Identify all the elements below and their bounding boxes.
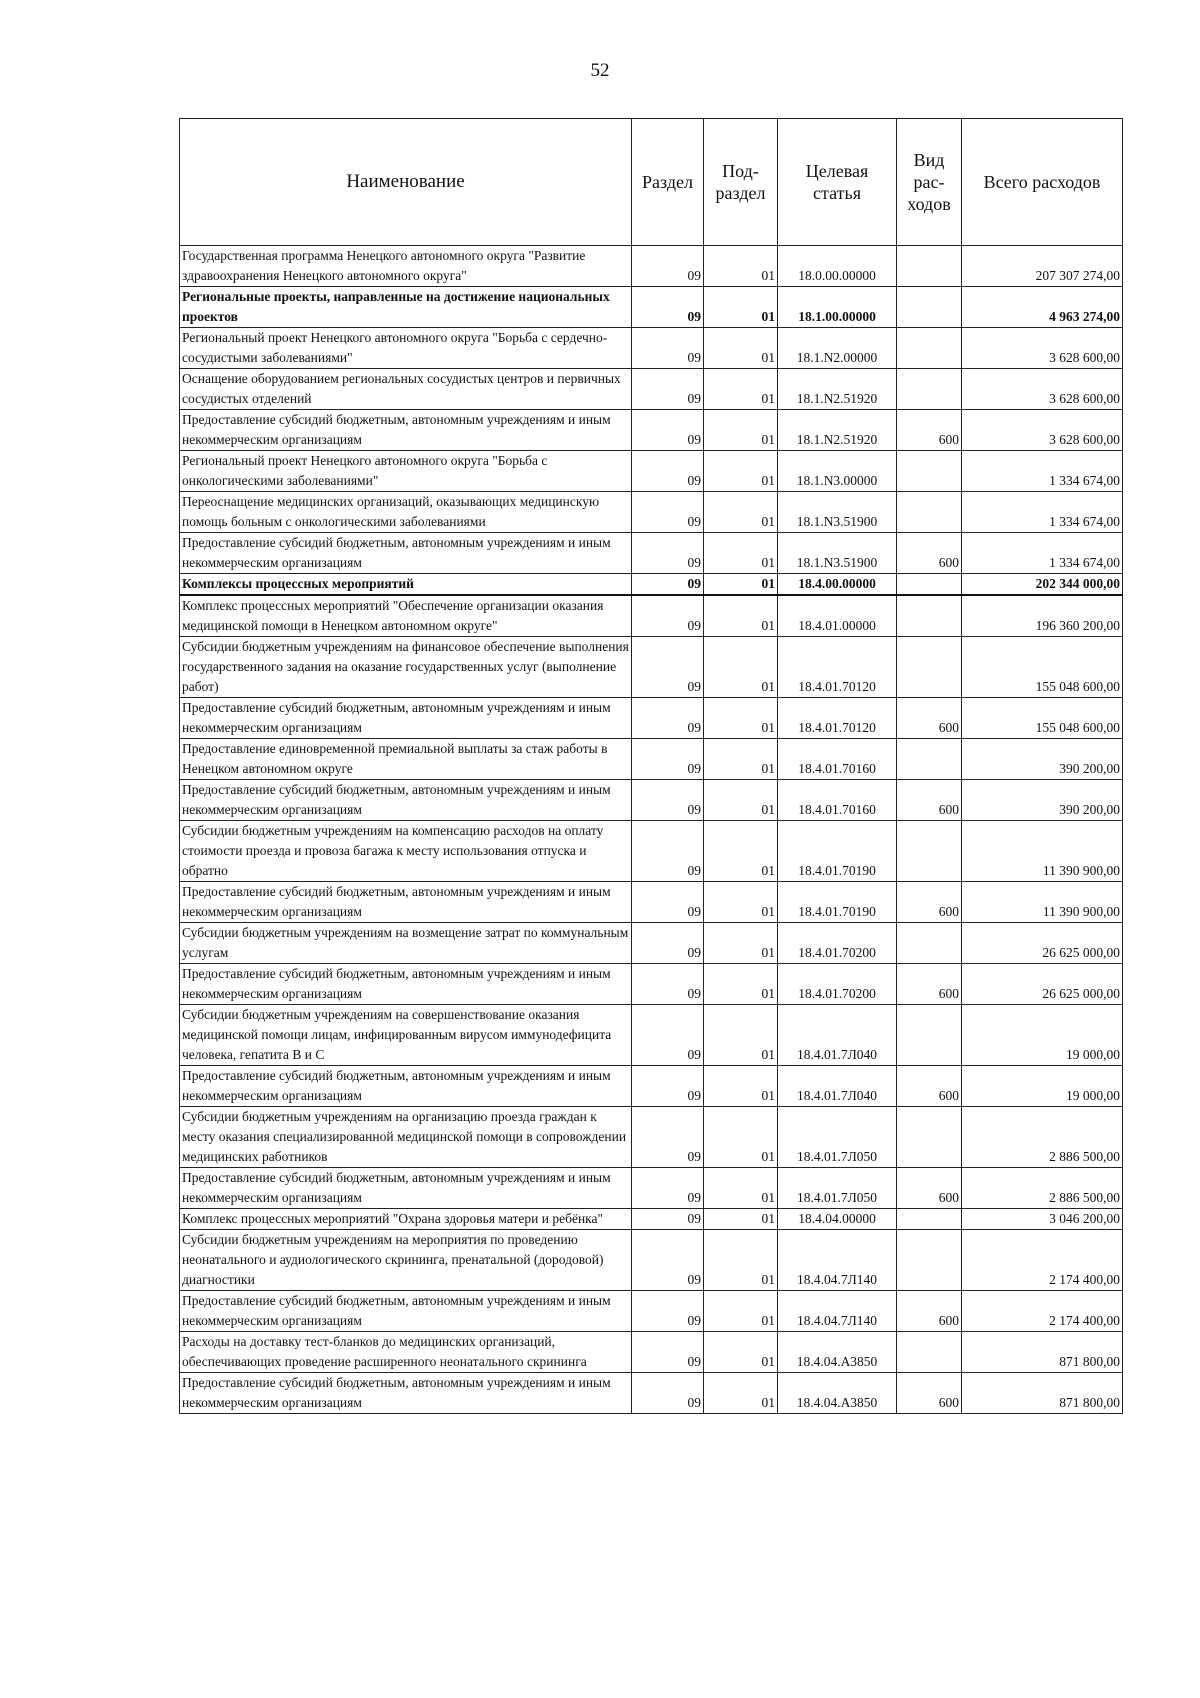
- row-podrazdel: 01: [704, 698, 778, 739]
- table-row: [180, 1291, 1123, 1332]
- row-name: Оснащение оборудованием региональных сосудистых центров и первичных сосудистых отделений: [180, 369, 632, 410]
- row-total: 3 628 600,00: [962, 410, 1123, 451]
- row-podrazdel: 01: [704, 1291, 778, 1332]
- table-row: [180, 1066, 1123, 1107]
- table-row: [180, 1107, 1123, 1168]
- row-name: Предоставление субсидий бюджетным, автономным учреждениям и иным некоммерческим организациям: [180, 410, 632, 451]
- table-row: [180, 964, 1123, 1005]
- row-razdel: 09: [632, 698, 704, 739]
- row-article: 18.4.01.70200: [778, 964, 897, 1005]
- row-razdel: 09: [632, 882, 704, 923]
- row-podrazdel: 01: [704, 287, 778, 328]
- row-total: 155 048 600,00: [962, 637, 1123, 698]
- row-podrazdel: 01: [704, 595, 778, 637]
- row-name: Комплекс процессных мероприятий "Обеспечение организации оказания медицинской помощи в Ненецком автономном округе": [180, 595, 632, 637]
- row-razdel: 09: [632, 821, 704, 882]
- table-row: [180, 533, 1123, 574]
- row-name: Предоставление субсидий бюджетным, автономным учреждениям и иным некоммерческим организациям: [180, 1291, 632, 1332]
- row-podrazdel: 01: [704, 1107, 778, 1168]
- row-razdel: 09: [632, 574, 704, 596]
- row-razdel: 09: [632, 923, 704, 964]
- row-name: Государственная программа Ненецкого автономного округа "Развитие здравоохранения Ненецкого автономного округа": [180, 246, 632, 287]
- row-vid: 600: [897, 780, 962, 821]
- row-podrazdel: 01: [704, 328, 778, 369]
- row-vid: [897, 1107, 962, 1168]
- row-vid: [897, 246, 962, 287]
- row-name: Предоставление субсидий бюджетным, автономным учреждениям и иным некоммерческим организациям: [180, 1066, 632, 1107]
- row-name: Региональный проект Ненецкого автономного округа "Борьба с сердечно-сосудистыми заболеваниями": [180, 328, 632, 369]
- row-razdel: 09: [632, 1332, 704, 1373]
- row-name: Региональный проект Ненецкого автономного округа "Борьба с онкологическими заболеваниями": [180, 451, 632, 492]
- row-total: 196 360 200,00: [962, 595, 1123, 637]
- row-article: 18.1.00.00000: [778, 287, 897, 328]
- row-article: 18.4.04.А3850: [778, 1373, 897, 1414]
- row-vid: [897, 923, 962, 964]
- row-article: 18.4.04.7Л140: [778, 1230, 897, 1291]
- row-total: 2 174 400,00: [962, 1230, 1123, 1291]
- header-podrazdel: Под-раздел: [704, 119, 778, 246]
- table-row: [180, 1168, 1123, 1209]
- row-total: 155 048 600,00: [962, 698, 1123, 739]
- row-name: Комплекс процессных мероприятий "Охрана здоровья матери и ребёнка": [180, 1209, 632, 1230]
- row-podrazdel: 01: [704, 964, 778, 1005]
- row-vid: [897, 1230, 962, 1291]
- row-article: 18.4.01.70120: [778, 698, 897, 739]
- row-total: 390 200,00: [962, 780, 1123, 821]
- row-razdel: 09: [632, 287, 704, 328]
- row-vid: 600: [897, 533, 962, 574]
- row-total: 2 886 500,00: [962, 1168, 1123, 1209]
- row-article: 18.4.01.7Л050: [778, 1168, 897, 1209]
- row-razdel: 09: [632, 595, 704, 637]
- header-name: Наименование: [180, 119, 632, 246]
- table-row: [180, 574, 1123, 596]
- table-row: [180, 1209, 1123, 1230]
- row-podrazdel: 01: [704, 821, 778, 882]
- row-total: 202 344 000,00: [962, 574, 1123, 596]
- row-name: Субсидии бюджетным учреждениям на возмещение затрат по коммунальным услугам: [180, 923, 632, 964]
- row-vid: [897, 451, 962, 492]
- row-vid: [897, 328, 962, 369]
- row-razdel: 09: [632, 451, 704, 492]
- row-total: 26 625 000,00: [962, 923, 1123, 964]
- row-podrazdel: 01: [704, 637, 778, 698]
- row-razdel: 09: [632, 533, 704, 574]
- row-name: Предоставление субсидий бюджетным, автономным учреждениям и иным некоммерческим организациям: [180, 1373, 632, 1414]
- table-row: [180, 595, 1123, 637]
- row-name: Предоставление субсидий бюджетным, автономным учреждениям и иным некоммерческим организациям: [180, 698, 632, 739]
- header-vid: Вид рас-ходов: [897, 119, 962, 246]
- row-vid: [897, 574, 962, 596]
- row-article: 18.4.01.70190: [778, 882, 897, 923]
- row-name: Субсидии бюджетным учреждениям на организацию проезда граждан к месту оказания специализированной медицинской помощи в сопровождении медицинских работников: [180, 1107, 632, 1168]
- row-total: 3 628 600,00: [962, 369, 1123, 410]
- row-name: Предоставление субсидий бюджетным, автономным учреждениям и иным некоммерческим организациям: [180, 964, 632, 1005]
- row-podrazdel: 01: [704, 533, 778, 574]
- row-total: 871 800,00: [962, 1373, 1123, 1414]
- row-podrazdel: 01: [704, 780, 778, 821]
- row-vid: [897, 492, 962, 533]
- row-razdel: 09: [632, 964, 704, 1005]
- header-razdel: Раздел: [632, 119, 704, 246]
- row-vid: [897, 1209, 962, 1230]
- row-article: 18.1.N3.51900: [778, 533, 897, 574]
- row-article: 18.4.01.00000: [778, 595, 897, 637]
- row-vid: [897, 1332, 962, 1373]
- row-vid: 600: [897, 1291, 962, 1332]
- row-name: Переоснащение медицинских организаций, оказывающих медицинскую помощь больным с онкологическими заболеваниями: [180, 492, 632, 533]
- table-header: [180, 119, 1123, 246]
- row-name: Предоставление субсидий бюджетным, автономным учреждениям и иным некоммерческим организациям: [180, 780, 632, 821]
- row-article: 18.4.04.7Л140: [778, 1291, 897, 1332]
- row-total: 26 625 000,00: [962, 964, 1123, 1005]
- header-total: Всего расходов: [962, 119, 1123, 246]
- row-total: 1 334 674,00: [962, 451, 1123, 492]
- row-article: 18.1.N2.00000: [778, 328, 897, 369]
- table-row: [180, 821, 1123, 882]
- row-total: 2 886 500,00: [962, 1107, 1123, 1168]
- row-name: Региональные проекты, направленные на достижение национальных проектов: [180, 287, 632, 328]
- row-total: 2 174 400,00: [962, 1291, 1123, 1332]
- table-row: [180, 780, 1123, 821]
- row-total: 1 334 674,00: [962, 533, 1123, 574]
- row-podrazdel: 01: [704, 923, 778, 964]
- row-vid: 600: [897, 882, 962, 923]
- row-podrazdel: 01: [704, 1230, 778, 1291]
- row-total: 1 334 674,00: [962, 492, 1123, 533]
- row-vid: [897, 739, 962, 780]
- table-row: [180, 328, 1123, 369]
- table-row: [180, 1230, 1123, 1291]
- row-article: 18.1.N3.51900: [778, 492, 897, 533]
- row-article: 18.1.N2.51920: [778, 369, 897, 410]
- row-podrazdel: 01: [704, 410, 778, 451]
- row-article: 18.4.01.70160: [778, 780, 897, 821]
- row-article: 18.4.01.70160: [778, 739, 897, 780]
- row-razdel: 09: [632, 1107, 704, 1168]
- row-name: Расходы на доставку тест-бланков до медицинских организаций, обеспечивающих проведение расширенного неонатального скрининга: [180, 1332, 632, 1373]
- row-article: 18.4.01.70190: [778, 821, 897, 882]
- table-row: [180, 923, 1123, 964]
- row-razdel: 09: [632, 637, 704, 698]
- row-podrazdel: 01: [704, 1209, 778, 1230]
- row-name: Предоставление субсидий бюджетным, автономным учреждениям и иным некоммерческим организациям: [180, 882, 632, 923]
- row-article: 18.4.01.70120: [778, 637, 897, 698]
- row-razdel: 09: [632, 328, 704, 369]
- row-total: 871 800,00: [962, 1332, 1123, 1373]
- row-vid: 600: [897, 1168, 962, 1209]
- row-vid: 600: [897, 698, 962, 739]
- row-article: 18.4.01.7Л040: [778, 1005, 897, 1066]
- row-article: 18.0.00.00000: [778, 246, 897, 287]
- row-total: 11 390 900,00: [962, 821, 1123, 882]
- row-razdel: 09: [632, 1373, 704, 1414]
- row-article: 18.4.01.7Л050: [778, 1107, 897, 1168]
- table-row: [180, 246, 1123, 287]
- row-vid: 600: [897, 410, 962, 451]
- row-article: 18.4.01.70200: [778, 923, 897, 964]
- row-podrazdel: 01: [704, 1332, 778, 1373]
- row-name: Комплексы процессных мероприятий: [180, 574, 632, 596]
- row-podrazdel: 01: [704, 451, 778, 492]
- row-article: 18.4.04.00000: [778, 1209, 897, 1230]
- row-article: 18.4.01.7Л040: [778, 1066, 897, 1107]
- row-razdel: 09: [632, 410, 704, 451]
- row-name: Предоставление субсидий бюджетным, автономным учреждениям и иным некоммерческим организациям: [180, 533, 632, 574]
- table-row: [180, 410, 1123, 451]
- table-row: [180, 369, 1123, 410]
- header-tselevaya: Целевая статья: [778, 119, 897, 246]
- row-podrazdel: 01: [704, 1005, 778, 1066]
- row-razdel: 09: [632, 780, 704, 821]
- row-total: 19 000,00: [962, 1066, 1123, 1107]
- row-name: Предоставление единовременной премиальной выплаты за стаж работы в Ненецком автономном округе: [180, 739, 632, 780]
- row-razdel: 09: [632, 1168, 704, 1209]
- table-row: [180, 1005, 1123, 1066]
- table-row: [180, 492, 1123, 533]
- row-total: 4 963 274,00: [962, 287, 1123, 328]
- row-razdel: 09: [632, 492, 704, 533]
- row-name: Субсидии бюджетным учреждениям на совершенствование оказания медицинской помощи лицам, инфицированным вирусом иммунодефицита человека, гепатита В и С: [180, 1005, 632, 1066]
- row-total: 19 000,00: [962, 1005, 1123, 1066]
- row-vid: 600: [897, 964, 962, 1005]
- row-razdel: 09: [632, 1209, 704, 1230]
- row-podrazdel: 01: [704, 739, 778, 780]
- table-row: [180, 739, 1123, 780]
- row-total: 390 200,00: [962, 739, 1123, 780]
- row-vid: [897, 821, 962, 882]
- row-podrazdel: 01: [704, 1373, 778, 1414]
- row-name: Субсидии бюджетным учреждениям на компенсацию расходов на оплату стоимости проезда и провоза багажа к месту использования отпуска и обратно: [180, 821, 632, 882]
- row-vid: [897, 1005, 962, 1066]
- row-razdel: 09: [632, 246, 704, 287]
- row-article: 18.4.04.А3850: [778, 1332, 897, 1373]
- row-podrazdel: 01: [704, 246, 778, 287]
- row-vid: 600: [897, 1373, 962, 1414]
- row-razdel: 09: [632, 739, 704, 780]
- row-total: 3 628 600,00: [962, 328, 1123, 369]
- page-number: 52: [590, 60, 610, 81]
- row-article: 18.4.00.00000: [778, 574, 897, 596]
- row-razdel: 09: [632, 1291, 704, 1332]
- row-podrazdel: 01: [704, 492, 778, 533]
- table-row: [180, 1373, 1123, 1414]
- row-total: 11 390 900,00: [962, 882, 1123, 923]
- row-podrazdel: 01: [704, 882, 778, 923]
- table-row: [180, 451, 1123, 492]
- row-article: 18.1.N3.00000: [778, 451, 897, 492]
- row-vid: [897, 637, 962, 698]
- row-article: 18.1.N2.51920: [778, 410, 897, 451]
- table-row: [180, 287, 1123, 328]
- table-body: [180, 246, 1123, 1414]
- row-podrazdel: 01: [704, 1066, 778, 1107]
- row-total: 207 307 274,00: [962, 246, 1123, 287]
- row-razdel: 09: [632, 1005, 704, 1066]
- row-name: Субсидии бюджетным учреждениям на мероприятия по проведению неонатального и аудиологического скрининга, пренатальной (дородовой) диагностики: [180, 1230, 632, 1291]
- row-vid: [897, 369, 962, 410]
- row-vid: [897, 287, 962, 328]
- row-razdel: 09: [632, 369, 704, 410]
- row-podrazdel: 01: [704, 1168, 778, 1209]
- row-razdel: 09: [632, 1066, 704, 1107]
- row-total: 3 046 200,00: [962, 1209, 1123, 1230]
- table-row: [180, 1332, 1123, 1373]
- row-podrazdel: 01: [704, 574, 778, 596]
- row-name: Предоставление субсидий бюджетным, автономным учреждениям и иным некоммерческим организациям: [180, 1168, 632, 1209]
- row-vid: [897, 595, 962, 637]
- table-row: [180, 882, 1123, 923]
- row-vid: 600: [897, 1066, 962, 1107]
- row-name: Субсидии бюджетным учреждениям на финансовое обеспечение выполнения государственного задания на оказание государственных услуг (выполнение работ): [180, 637, 632, 698]
- table-row: [180, 637, 1123, 698]
- budget-table: [179, 118, 1123, 1414]
- table-row: [180, 698, 1123, 739]
- row-podrazdel: 01: [704, 369, 778, 410]
- row-razdel: 09: [632, 1230, 704, 1291]
